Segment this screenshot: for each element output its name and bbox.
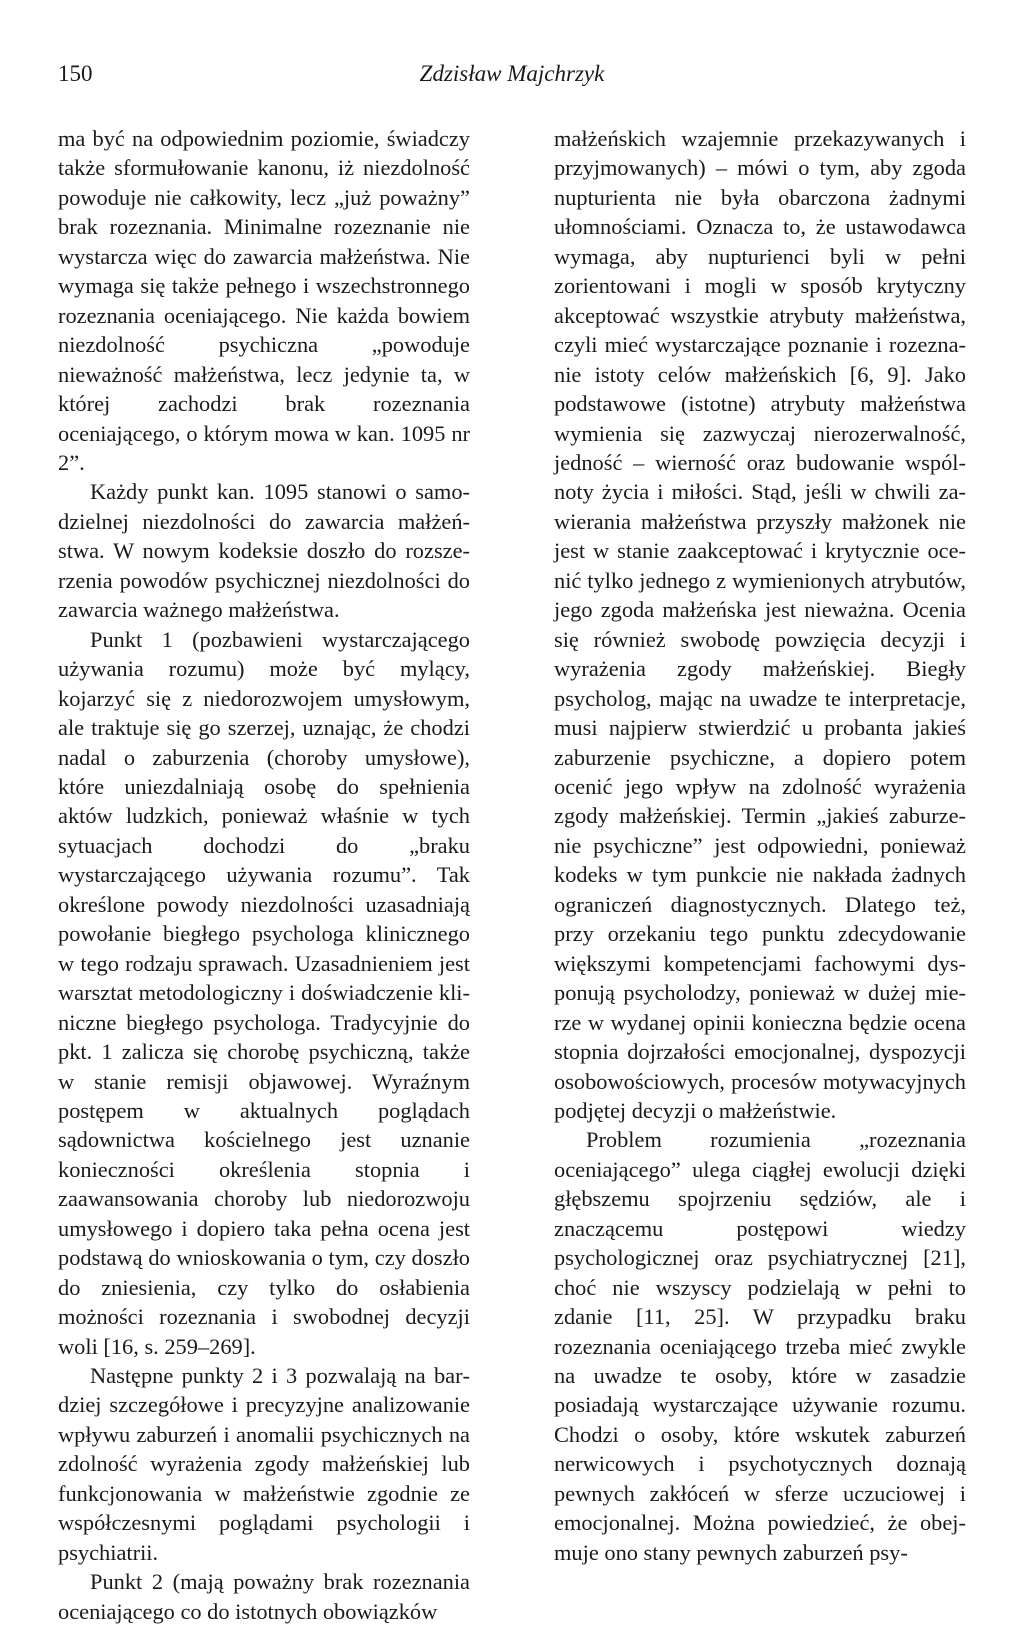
paragraph-left-2: Każdy punkt kan. 1095 stanowi o samodzielnej niezdolności do zawarcia małżeństwa. W nowym kodeksie doszło do rozszerzenia powodów psychicznej niezdolności do zawarcia ważnego małżeństwa. <box>58 479 470 623</box>
running-head-author: Zdzisław Majchrzyk <box>419 61 605 86</box>
paragraph-right-2: Problem rozumienia „rozeznania oceniającego” ulega ciągłej ewolucji dzięki głębszemu spojrzeniu sędziów, ale i znaczącemu postępowi wiedzy psychologicznej oraz psychiatrycznej [21], choć nie wszyscy podzielają w pełni to zdanie [11, 25]. W przypadku braku rozeznania oceniającego trzeba mieć zwykle na uwadze te osoby, które w zasadzie posiadają wystarczające używanie rozumu. Chodzi o osoby, które wskutek zaburzeń nerwicowych i psychotycznych doznają pewnych zakłóceń w sferze uczuciowej i emocjonalnej. Można powiedzieć, że obejmuje ono stany pewnych zaburzeń psy- <box>554 1127 966 1565</box>
right-column <box>554 124 966 1567</box>
paragraph-right-1: małżeńskich wzajemnie przekazywanych i przyjmowanych) – mówi o tym, aby zgoda nupturienta nie była obarczona żadnymi ułomnościami. Oznacza to, że ustawodawca wymaga, aby nupturienci byli w pełni zorientowani i mogli w sposób krytyczny akceptować wszystkie atrybuty małżeństwa, czyli mieć wystarczające poznanie i rozeznanie istoty celów małżeńskich [6, 9]. Jako podstawowe (istotne) atrybuty małżeństwa wymienia się zazwyczaj nierozerwalność, jedność – wierność oraz budowanie wspólnoty życia i miłości. Stąd, jeśli w chwili zawierania małżeństwa przyszły małżonek nie jest w stanie zaakceptować i krytycznie ocenić tylko jednego z wymienionych atrybutów, jego zgoda małżeńska jest nieważna. Ocenia się również swobodę powzięcia decyzji i wyrażenia zgody małżeńskiej. Biegły psycholog, mając na uwadze te interpretacje, musi najpierw stwierdzić u probanta jakieś zaburzenie psychiczne, a dopiero potem ocenić jego wpływ na zdolność wyrażenia zgody małżeńskiej. Termin „jakieś zaburzenie psychiczne” jest odpowiedni, ponieważ kodeks w tym punkcie nie nakłada żadnych ograniczeń diagnostycznych. Dlatego też, przy orzekaniu tego punktu zdecydowanie większymi kompetencjami fachowymi dysponują psycholodzy, ponieważ w dużej mierze w wydanej opinii konieczna będzie ocena stopnia dojrzałości emocjonalnej, dyspozycji osobowościowych, procesów motywacyjnych podjętej decyzji o małżeństwie. <box>554 126 966 1123</box>
page-number: 150 <box>58 61 93 86</box>
paragraph-left-3: Punkt 1 (pozbawieni wystarczającego używania rozumu) może być mylący, kojarzyć się z niedorozwojem umysłowym, ale traktuje się go szerzej, uznając, że chodzi nadal o zaburzenia (choroby umysłowe), które uniezdalniają osobę do spełnienia aktów ludzkich, ponieważ właśnie w tych sytuacjach dochodzi do „braku wystarczającego używania rozumu”. Tak określone powody niezdolności uzasadniają powołanie biegłego psychologa klinicznego w tego rodzaju sprawach. Uzasadnieniem jest warsztat metodologiczny i doświadczenie kliniczne biegłego psychologa. Tradycyjnie do pkt. 1 zalicza się chorobę psychiczną, także w stanie remisji objawowej. Wyraźnym postępem w aktualnych poglądach sądownictwa kościelnego jest uznanie konieczności określenia stopnia i zaawansowania choroby lub niedorozwoju umysłowego i dopiero taka pełna ocena jest podstawą do wnioskowania o tym, czy doszło do zniesienia, czy tylko do osłabienia możności rozeznania i swobodnej decyzji woli [16, s. 259–269]. <box>58 626 470 1359</box>
paragraph-left-4: Następne punkty 2 i 3 pozwalają na bardziej szczegółowe i precyzyjne analizowanie wpływu zaburzeń i anomalii psychicznych na zdolność wyrażenia zgody małżeńskiej lub funkcjonowania w małżeństwie zgodnie ze współczesnymi poglądami psychologii i psychiatrii. <box>58 1363 470 1565</box>
paragraph-left-5: Punkt 2 (mają poważny brak rozeznania oceniającego co do istotnych obowiązków <box>58 1569 470 1624</box>
paragraph-left-1: ma być na odpowiednim poziomie, świadczy także sformułowanie kanonu, iż niezdolność powoduje nie całkowity, lecz „już poważny” brak rozeznania. Minimalne rozeznanie nie wystarcza więc do zawarcia małżeństwa. Nie wymaga się także pełnego i wszechstronnego rozeznania oceniającego. Nie każda bowiem niezdolność psychiczna „powoduje nieważność małżeństwa, lecz jedynie ta, w której zachodzi brak rozeznania oceniającego, o którym mowa w kan. 1095 nr 2”. <box>58 126 470 475</box>
left-column <box>58 124 470 1626</box>
